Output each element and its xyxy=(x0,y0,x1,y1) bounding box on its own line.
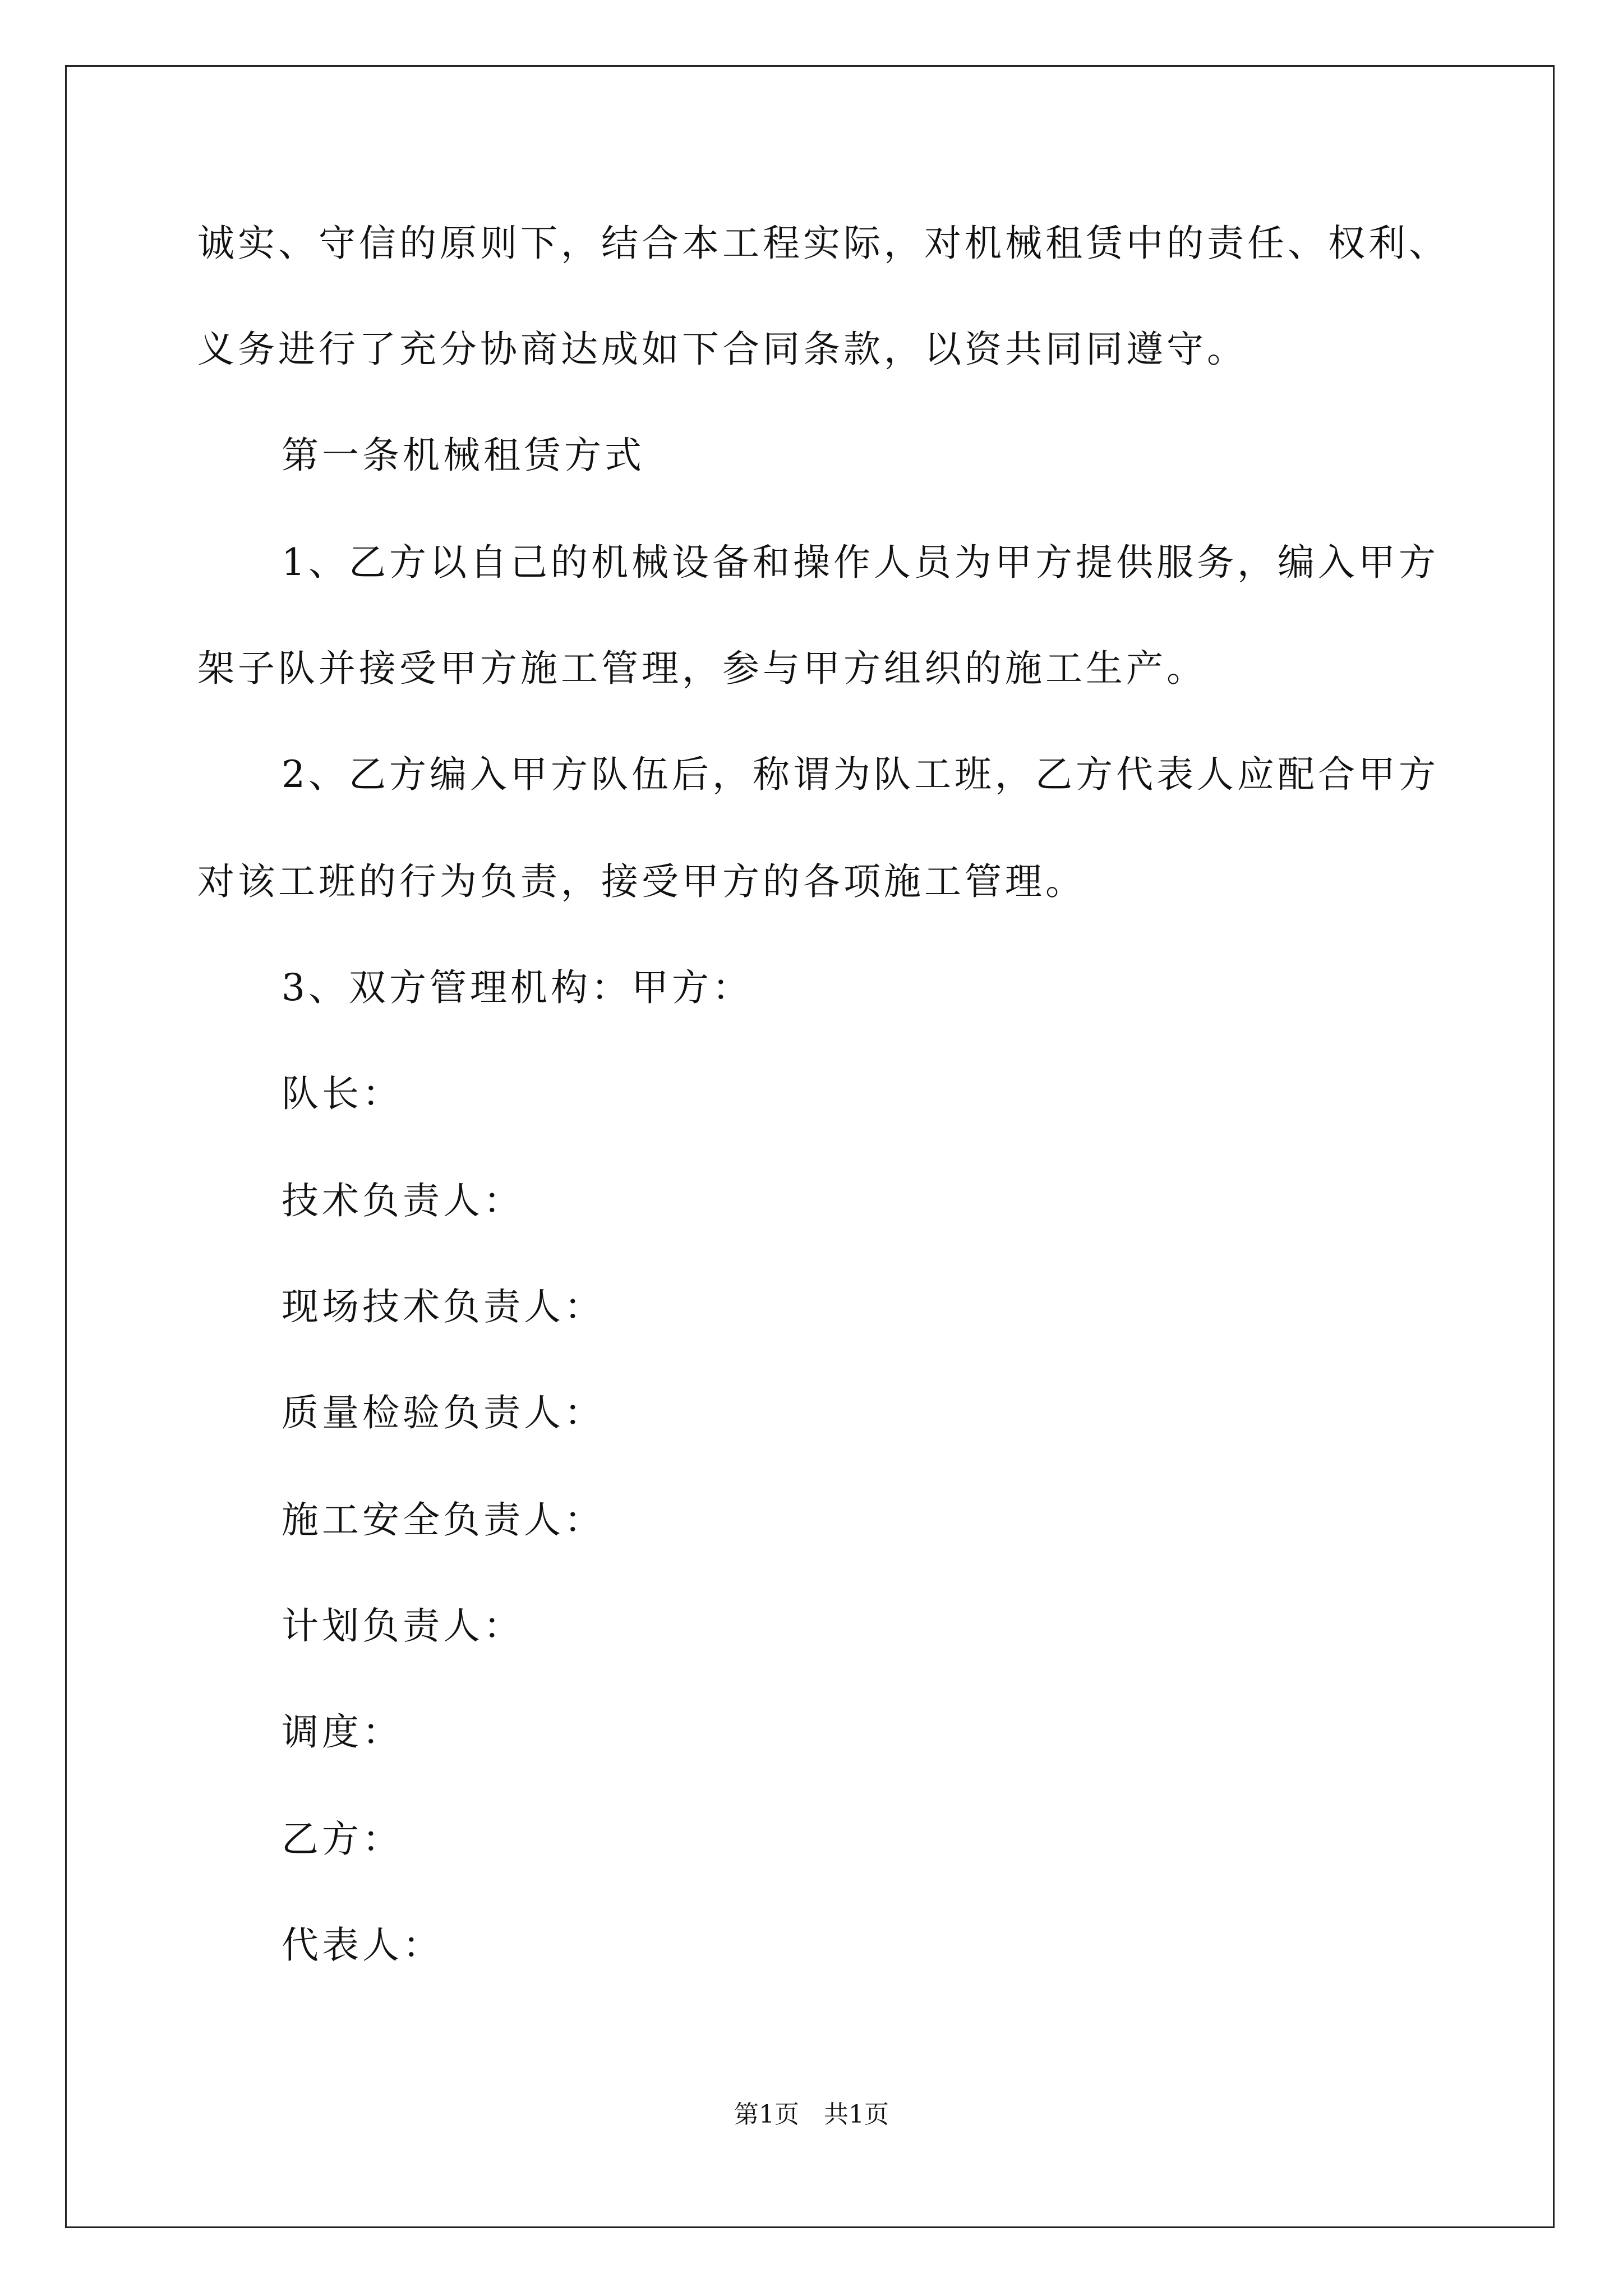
text-line: 架子队并接受甲方施工管理，参与甲方组织的施工生产。 xyxy=(197,647,1207,690)
text-line: 2、乙方编入甲方队伍后，称谓为队工班，乙方代表人应配合甲方 xyxy=(282,753,1439,796)
field-label: 计划负责人： xyxy=(282,1604,524,1648)
text-line: 1、乙方以自己的机械设备和操作人员为甲方提供服务，编入甲方 xyxy=(282,541,1439,584)
page-border xyxy=(65,65,1555,2228)
text-line: 对该工班的行为负责，接受甲方的各项施工管理。 xyxy=(197,860,1086,903)
field-label: 施工安全负责人： xyxy=(282,1498,605,1542)
field-label: 调度： xyxy=(282,1710,403,1754)
field-label: 质量检验负责人： xyxy=(282,1391,605,1434)
field-label: 乙方： xyxy=(282,1818,403,1861)
text-line: 诚实、守信的原则下，结合本工程实际，对机械租赁中的责任、权利、 xyxy=(197,222,1449,265)
field-label: 技术负责人： xyxy=(282,1179,524,1222)
section-heading: 第一条机械租赁方式 xyxy=(282,434,645,477)
text-line: 3、双方管理机构：甲方： xyxy=(282,966,753,1009)
text-line: 义务进行了充分协商达成如下合同条款，以资共同同遵守。 xyxy=(197,328,1247,371)
field-label: 现场技术负责人： xyxy=(282,1285,605,1328)
field-label: 队长： xyxy=(282,1072,403,1115)
field-label: 代表人： xyxy=(282,1924,443,1967)
page-number: 第1页 共1页 xyxy=(734,2100,889,2129)
